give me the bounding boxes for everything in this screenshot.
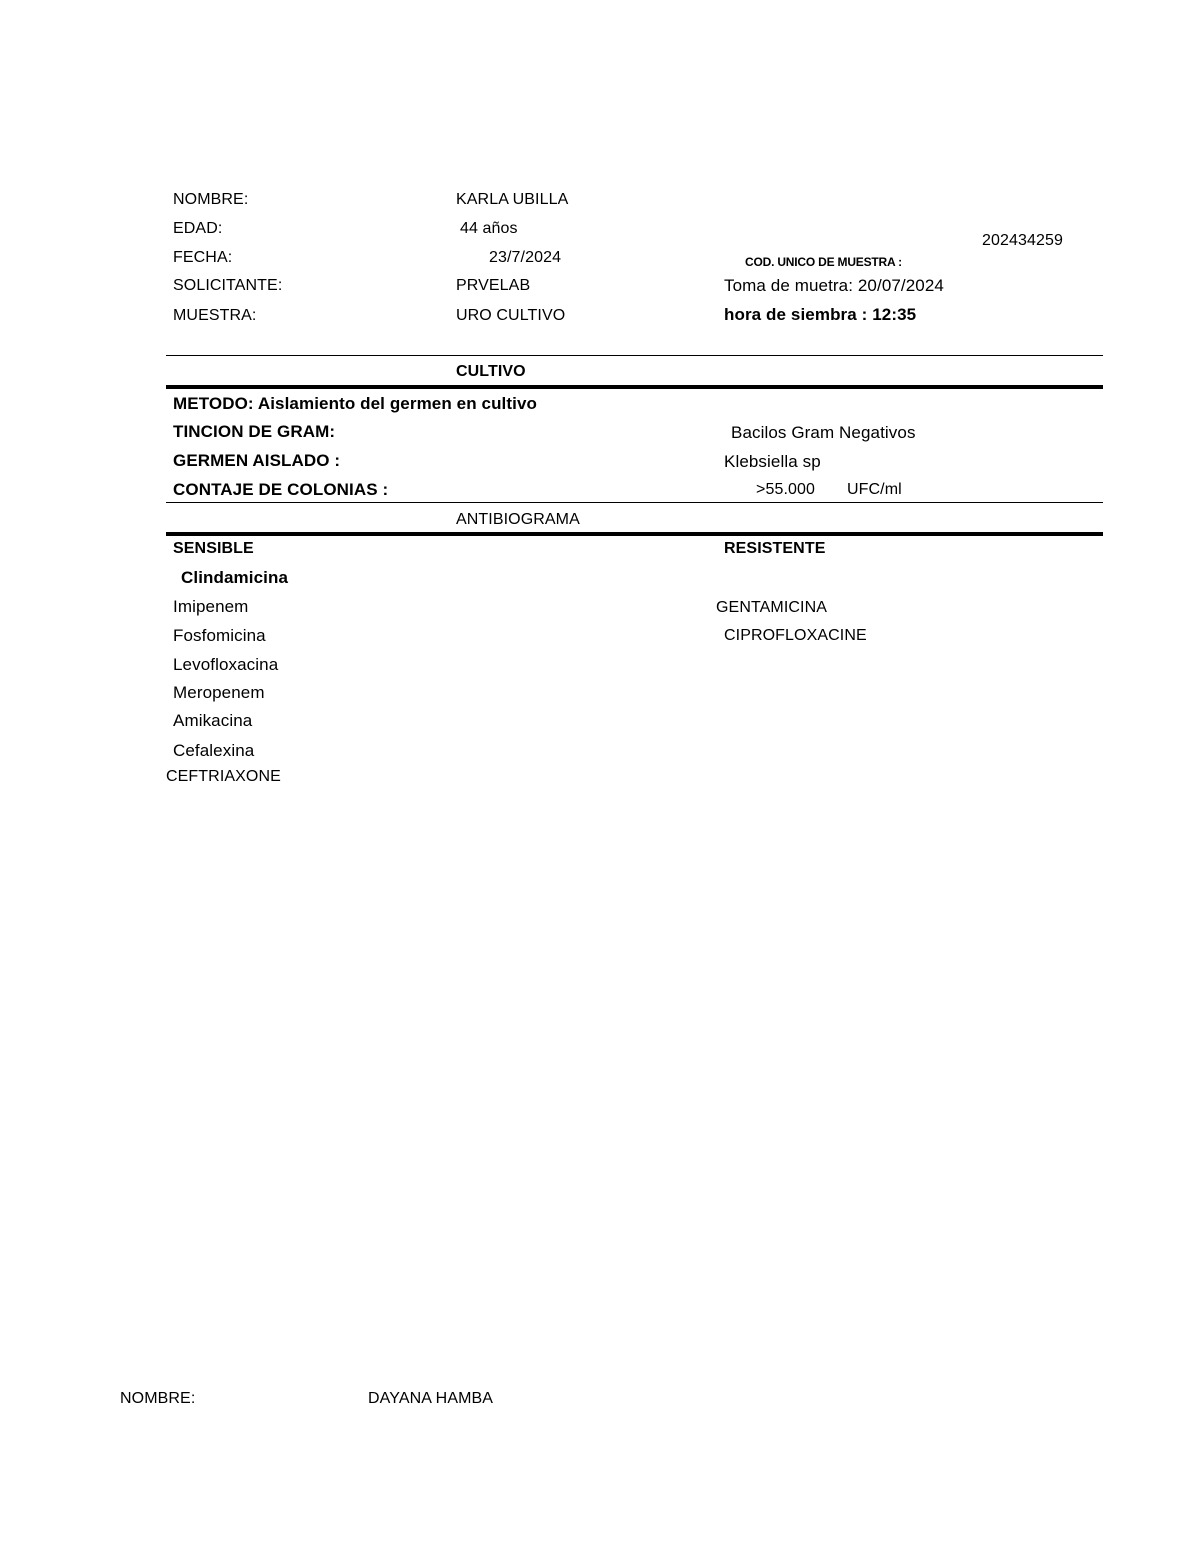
muestra-label: MUESTRA: — [173, 307, 257, 324]
sensible-item: CEFTRIAXONE — [166, 768, 281, 785]
edad-value: 44 años — [460, 220, 518, 237]
sensible-item: Cefalexina — [173, 741, 255, 760]
solicitante-label: SOLICITANTE: — [173, 277, 283, 294]
cod-unico-label: COD. UNICO DE MUESTRA : — [745, 255, 902, 269]
sensible-item: Amikacina — [173, 711, 253, 730]
sensible-header: SENSIBLE — [173, 540, 254, 557]
antibiograma-divider — [166, 502, 1103, 503]
cod-unico-value: 202434259 — [982, 232, 1063, 249]
antibiograma-thick-divider — [166, 532, 1103, 536]
contaje-label: CONTAJE DE COLONIAS : — [173, 480, 389, 499]
muestra-value: URO CULTIVO — [456, 307, 566, 324]
sensible-item: Clindamicina — [181, 568, 289, 587]
sensible-item: Imipenem — [173, 597, 249, 616]
top-divider — [166, 355, 1103, 356]
edad-label: EDAD: — [173, 220, 223, 237]
solicitante-value: PRVELAB — [456, 277, 531, 294]
footer-nombre-label: NOMBRE: — [120, 1390, 196, 1407]
nombre-value: KARLA UBILLA — [456, 191, 569, 208]
contaje-value: >55.000 — [756, 481, 815, 498]
tincion-label: TINCION DE GRAM: — [173, 422, 336, 441]
tincion-value: Bacilos Gram Negativos — [731, 423, 916, 442]
cultivo-thick-divider — [166, 385, 1103, 389]
cultivo-title: CULTIVO — [456, 363, 526, 380]
sensible-item: Levofloxacina — [173, 655, 279, 674]
contaje-unit: UFC/ml — [847, 481, 902, 498]
resistente-header: RESISTENTE — [724, 540, 826, 557]
fecha-value: 23/7/2024 — [489, 249, 562, 266]
toma-muestra: Toma de muetra: 20/07/2024 — [724, 276, 944, 295]
sensible-item: Meropenem — [173, 683, 265, 702]
resistente-item: CIPROFLOXACINE — [724, 627, 867, 644]
germen-label: GERMEN AISLADO : — [173, 451, 341, 470]
footer-nombre-value: DAYANA HAMBA — [368, 1390, 494, 1407]
nombre-label: NOMBRE: — [173, 191, 249, 208]
fecha-label: FECHA: — [173, 249, 233, 266]
resistente-item: GENTAMICINA — [716, 599, 828, 616]
hora-siembra: hora de siembra : 12:35 — [724, 305, 917, 324]
metodo-line: METODO: Aislamiento del germen en cultivo — [173, 394, 537, 413]
sensible-item: Fosfomicina — [173, 626, 266, 645]
germen-value: Klebsiella sp — [724, 452, 821, 471]
antibiograma-title: ANTIBIOGRAMA — [456, 511, 580, 528]
